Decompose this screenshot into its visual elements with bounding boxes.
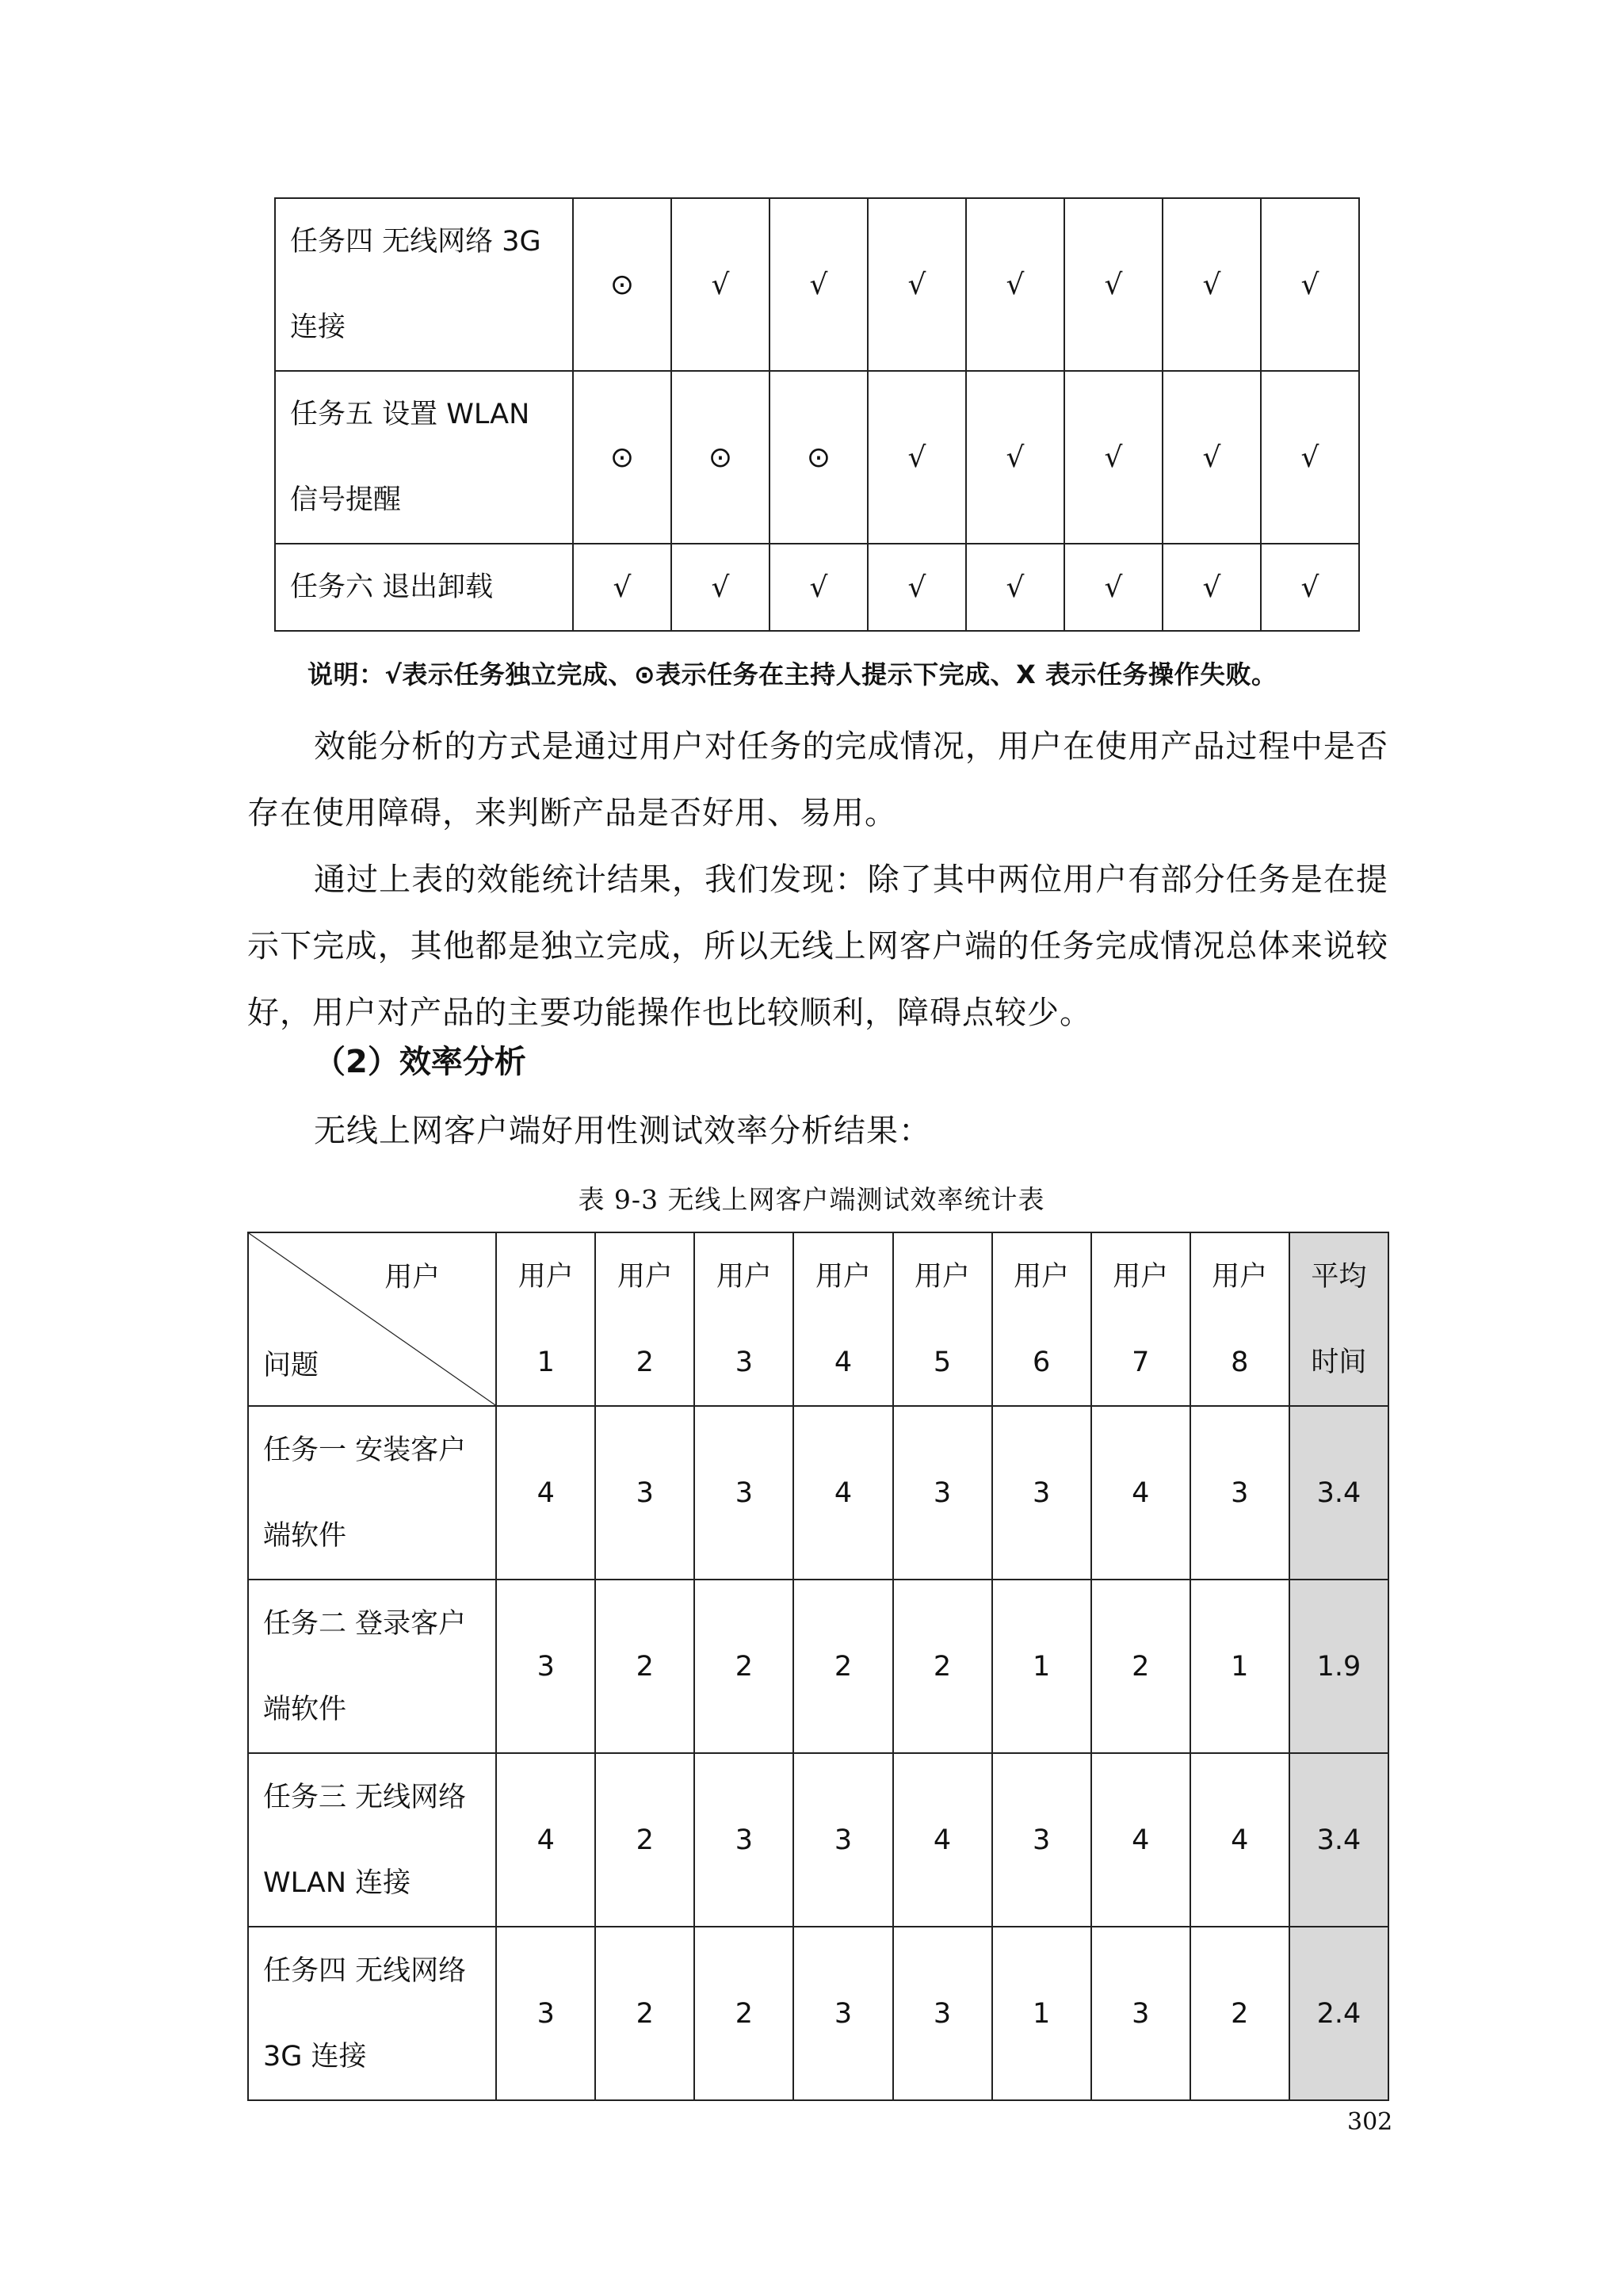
status-mark-cell: √ — [671, 198, 769, 371]
time-value-cell: 1 — [992, 1580, 1091, 1753]
task-label-line2: 端软件 — [263, 1693, 347, 1725]
corner-question-label: 问题 — [263, 1350, 319, 1381]
time-value-cell: 3 — [893, 1927, 992, 2100]
intro-line: 无线上网客户端好用性测试效率分析结果： — [314, 1113, 931, 1149]
time-value-cell: 3 — [992, 1753, 1091, 1927]
table-row — [248, 1580, 1388, 1753]
table-row — [248, 1753, 1388, 1927]
average-time-cell: 3.4 — [1289, 1406, 1388, 1580]
header-line2: 2 — [636, 1346, 654, 1378]
status-mark-cell: √ — [1163, 371, 1261, 544]
task-label-line1: 任务一 安装客户 — [263, 1434, 467, 1466]
average-time-cell: 3.4 — [1289, 1753, 1388, 1927]
status-mark-cell: √ — [1261, 544, 1359, 631]
user-column-header — [595, 1232, 694, 1406]
time-value-cell: 2 — [595, 1927, 694, 2100]
task-label-cell — [248, 1753, 496, 1927]
header-line2: 1 — [537, 1346, 555, 1378]
table-row — [275, 198, 1359, 371]
status-mark-cell: ⊙ — [769, 371, 868, 544]
status-mark-cell: √ — [769, 198, 868, 371]
efficiency-table — [247, 1232, 1389, 2101]
user-column-header — [1091, 1232, 1190, 1406]
time-value-cell: 4 — [496, 1406, 595, 1580]
table-note: 说明：√表示任务独立完成、⊙表示任务在主持人提示下完成、X 表示任务操作失败。 — [307, 659, 1277, 690]
time-value-cell: 4 — [496, 1753, 595, 1927]
time-value-cell: 2 — [694, 1580, 793, 1753]
time-value-cell: 2 — [793, 1580, 892, 1753]
time-value-cell: 3 — [595, 1406, 694, 1580]
status-mark-cell: √ — [868, 371, 966, 544]
time-value-cell: 3 — [1190, 1406, 1289, 1580]
header-line2: 8 — [1231, 1346, 1249, 1378]
table-row — [275, 544, 1359, 631]
status-mark-cell: ⊙ — [671, 371, 769, 544]
status-mark-cell: ⊙ — [573, 371, 671, 544]
task-label-line2: 信号提醒 — [290, 484, 402, 516]
paragraph-effectiveness: 效能分析的方式是通过用户对任务的完成情况，用户在使用产品过程中是否存在使用障碍，来判断产品是否好用、易用。 — [247, 728, 1388, 831]
task-label-line2: 端软件 — [263, 1519, 347, 1552]
task-label-cell — [275, 544, 573, 631]
page-number: 302 — [1347, 2108, 1393, 2136]
task-label-line1: 任务二 登录客户 — [263, 1607, 467, 1640]
paragraph-results: 通过上表的效能统计结果，我们发现：除了其中两位用户有部分任务是在提示下完成，其他都是独立完成，所以无线上网客户端的任务完成情况总体来说较好，用户对产品的主要功能操作也比较顺利，障碍点较少。 — [247, 861, 1388, 1031]
task-label-cell — [248, 1927, 496, 2100]
header-line1: 用户 — [1014, 1260, 1070, 1293]
status-mark-cell: √ — [1163, 544, 1261, 631]
time-value-cell: 3 — [496, 1927, 595, 2100]
header-line1: 用户 — [815, 1260, 871, 1293]
header-line1: 用户 — [915, 1260, 971, 1293]
table-caption: 表 9-3 无线上网客户端测试效率统计表 — [578, 1184, 1045, 1215]
average-time-header — [1289, 1232, 1388, 1406]
status-mark-cell: √ — [1261, 198, 1359, 371]
task-label-line1: 任务五 设置 WLAN — [290, 399, 530, 430]
time-value-cell: 4 — [1091, 1406, 1190, 1580]
time-value-cell: 3 — [793, 1927, 892, 2100]
header-line2: 5 — [933, 1346, 952, 1378]
status-mark-cell: √ — [1064, 544, 1163, 631]
status-mark-cell: √ — [966, 544, 1064, 631]
user-column-header — [893, 1232, 992, 1406]
status-mark-cell: √ — [573, 544, 671, 631]
task-label-line2: 连接 — [290, 311, 346, 343]
average-time-cell: 1.9 — [1289, 1580, 1388, 1753]
status-mark-cell: √ — [671, 544, 769, 631]
table-row — [248, 1927, 1388, 2100]
time-value-cell: 2 — [893, 1580, 992, 1753]
corner-user-label: 用户 — [384, 1262, 441, 1293]
header-line2: 时间 — [1311, 1346, 1367, 1378]
time-value-cell: 3 — [992, 1406, 1091, 1580]
header-line1: 用户 — [1113, 1260, 1169, 1293]
time-value-cell: 3 — [496, 1580, 595, 1753]
header-line1: 用户 — [617, 1260, 673, 1293]
corner-header-cell — [248, 1232, 496, 1406]
status-mark-cell: √ — [868, 198, 966, 371]
user-column-header — [793, 1232, 892, 1406]
header-line2: 7 — [1132, 1346, 1150, 1378]
task-label-line1: 任务三 无线网络 — [263, 1781, 467, 1813]
time-value-cell: 2 — [1190, 1927, 1289, 2100]
task-label-cell — [275, 371, 573, 544]
task-label-line2: WLAN 连接 — [263, 1866, 411, 1899]
time-value-cell: 3 — [893, 1406, 992, 1580]
status-mark-cell: √ — [1064, 198, 1163, 371]
time-value-cell: 4 — [893, 1753, 992, 1927]
status-mark-cell: √ — [966, 198, 1064, 371]
header-line2: 3 — [735, 1346, 754, 1378]
user-column-header — [694, 1232, 793, 1406]
status-mark-cell: √ — [868, 544, 966, 631]
time-value-cell: 3 — [793, 1753, 892, 1927]
table-row — [275, 371, 1359, 544]
time-value-cell: 3 — [1091, 1927, 1190, 2100]
time-value-cell: 3 — [694, 1753, 793, 1927]
status-mark-cell: √ — [1163, 198, 1261, 371]
task-label-cell — [248, 1406, 496, 1580]
status-mark-cell: √ — [1064, 371, 1163, 544]
status-mark-cell: ⊙ — [573, 198, 671, 371]
user-column-header — [992, 1232, 1091, 1406]
time-value-cell: 2 — [595, 1753, 694, 1927]
status-mark-cell: √ — [1261, 371, 1359, 544]
user-column-header — [496, 1232, 595, 1406]
header-line1: 用户 — [517, 1260, 574, 1293]
header-line1: 用户 — [1212, 1260, 1268, 1293]
task-label-cell — [248, 1580, 496, 1753]
task-label-line1: 任务四 无线网络 3G — [290, 226, 541, 258]
time-value-cell: 2 — [1091, 1580, 1190, 1753]
task-label-line2: 3G 连接 — [263, 2040, 367, 2073]
task-label-line1: 任务四 无线网络 — [263, 1954, 467, 1987]
section-heading: （2）效率分析 — [314, 1044, 526, 1080]
user-column-header — [1190, 1232, 1289, 1406]
status-mark-cell: √ — [769, 544, 868, 631]
header-line2: 4 — [834, 1346, 853, 1378]
time-value-cell: 1 — [992, 1927, 1091, 2100]
task-label-cell — [275, 198, 573, 371]
header-line2: 6 — [1032, 1346, 1051, 1378]
table-row — [248, 1406, 1388, 1580]
status-mark-cell: √ — [966, 371, 1064, 544]
time-value-cell: 2 — [694, 1927, 793, 2100]
average-time-cell: 2.4 — [1289, 1927, 1388, 2100]
header-line1: 用户 — [716, 1260, 772, 1293]
header-line1: 平均 — [1311, 1260, 1367, 1293]
time-value-cell: 1 — [1190, 1580, 1289, 1753]
time-value-cell: 4 — [1091, 1753, 1190, 1927]
time-value-cell: 3 — [694, 1406, 793, 1580]
time-value-cell: 4 — [1190, 1753, 1289, 1927]
task-completion-table — [274, 197, 1360, 632]
time-value-cell: 2 — [595, 1580, 694, 1753]
time-value-cell: 4 — [793, 1406, 892, 1580]
task-label-line1: 任务六 退出卸载 — [290, 571, 494, 603]
